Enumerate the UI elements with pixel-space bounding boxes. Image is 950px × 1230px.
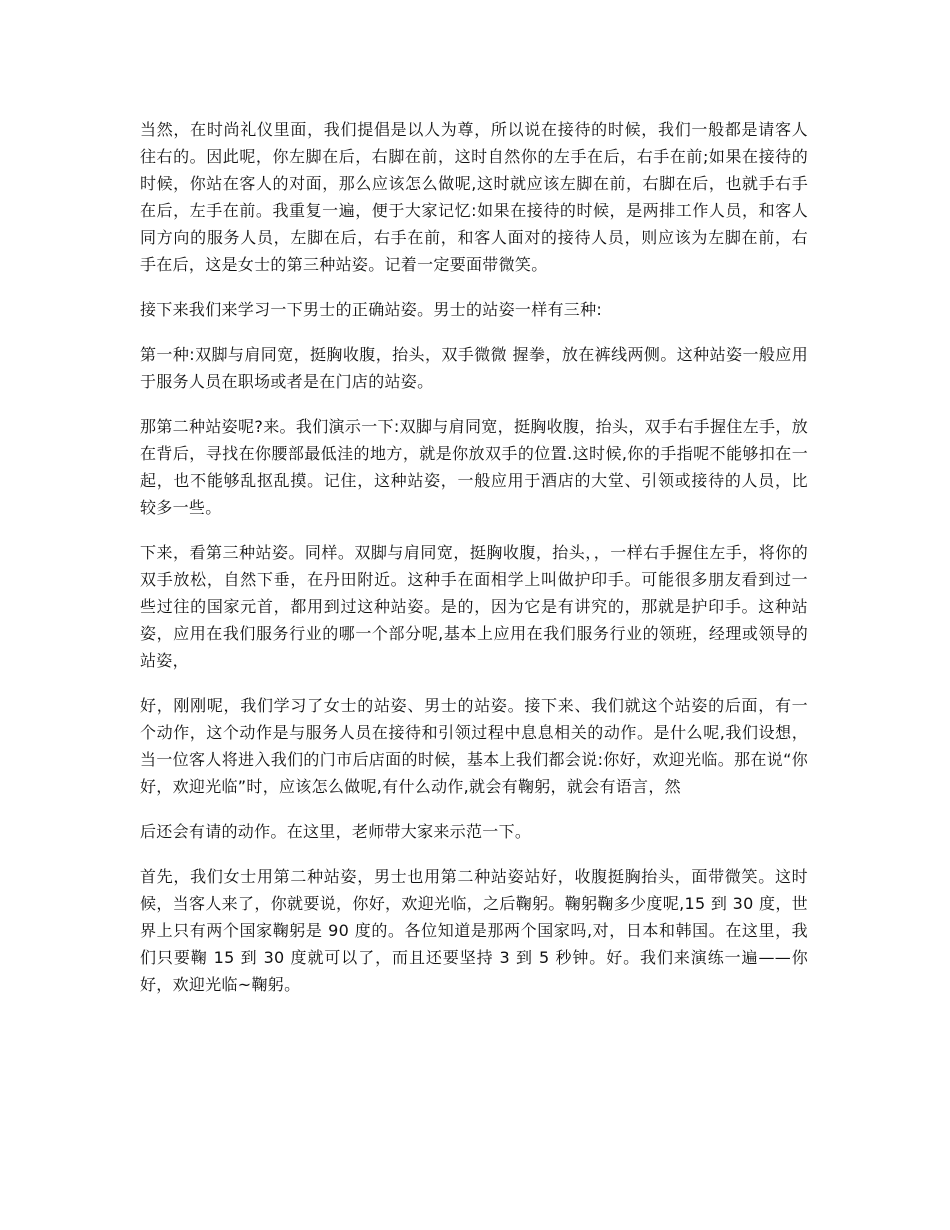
paragraph-1: 当然，在时尚礼仪里面，我们提倡是以人为尊，所以说在接待的时候，我们一般都是请客人往右的。因此呢，你左脚在后，右脚在前，这时自然你的左手在后，右手在前;如果在接待的时候，你站在客人的对面，那么应该怎么做呢,这时就应该左脚在前，右脚在后，也就手右手在后，左手在前。我重复一遍，便于大家记忆:如果在接待的时候，是两排工作人员，和客人同方向的服务人员，左脚在后，右手在前，和客人面对的接待人员，则应该为左脚在前，右手在后，这是女士的第三种站姿。记着一定要面带微笑。	[140, 120, 808, 274]
paragraph-3: 第一种:双脚与肩同宽，挺胸收腹，抬头，双手微微 握拳，放在裤线两侧。这种站姿一般应用于服务人员在职场或者是在门店的站姿。	[140, 345, 808, 391]
paragraph-6: 好，刚刚呢，我们学习了女士的站姿、男士的站姿。接下来、我们就这个站姿的后面，有一个动作，这个动作是与服务人员在接待和引领过程中息息相关的动作。是什么呢,我们设想，当一位客人将进入我们的门市后店面的时候，基本上我们都会说:你好，欢迎光临。那在说“你好，欢迎光临”时，应该怎么做呢,有什么动作,就会有鞠躬，就会有语言，然	[140, 696, 808, 796]
paragraph-5: 下来，看第三种站姿。同样。双脚与肩同宽，挺胸收腹，抬头，，一样右手握住左手，将你的双手放松，自然下垂，在丹田附近。这种手在面相学上叫做护印手。可能很多朋友看到过一些过往的国家元首，都用到过这种站姿。是的，因为它是有讲究的，那就是护印手。这种站姿，应用在我们服务行业的哪一个部分呢,基本上应用在我们服务行业的领班，经理或领导的站姿，	[140, 543, 808, 670]
paragraph-8: 首先，我们女士用第二种站姿，男士也用第二种站姿站好，收腹挺胸抬头，面带微笑。这时候，当客人来了，你就要说，你好，欢迎光临，之后鞠躬。鞠躬鞠多少度呢,15 到 30 度，世界上只有两个国家鞠躬是 90 度的。各位知道是那两个国家吗,对，日本和韩国。在这里，我们只要鞠 15 到 30 度就可以了，而且还要坚持 3 到 5 秒钟。好。我们来演练一遍——你好，欢迎光临~鞠躬。	[140, 867, 808, 994]
paragraph-7: 后还会有请的动作。在这里，老师带大家来示范一下。	[140, 822, 532, 841]
paragraph-4: 那第二种站姿呢?来。我们演示一下:双脚与肩同宽，挺胸收腹，抬头，双手右手握住左手，放在背后，寻找在你腰部最低洼的地方，就是你放双手的位置.这时候,你的手指呢不能够扣在一起，也不能够乱抠乱摸。记住，这种站姿，一般应用于酒店的大堂、引领或接待的人员，比较多一些。	[140, 417, 808, 517]
paragraph-2: 接下来我们来学习一下男士的正确站姿。男士的站姿一样有三种:	[140, 300, 603, 319]
document-body	[140, 116, 808, 1016]
